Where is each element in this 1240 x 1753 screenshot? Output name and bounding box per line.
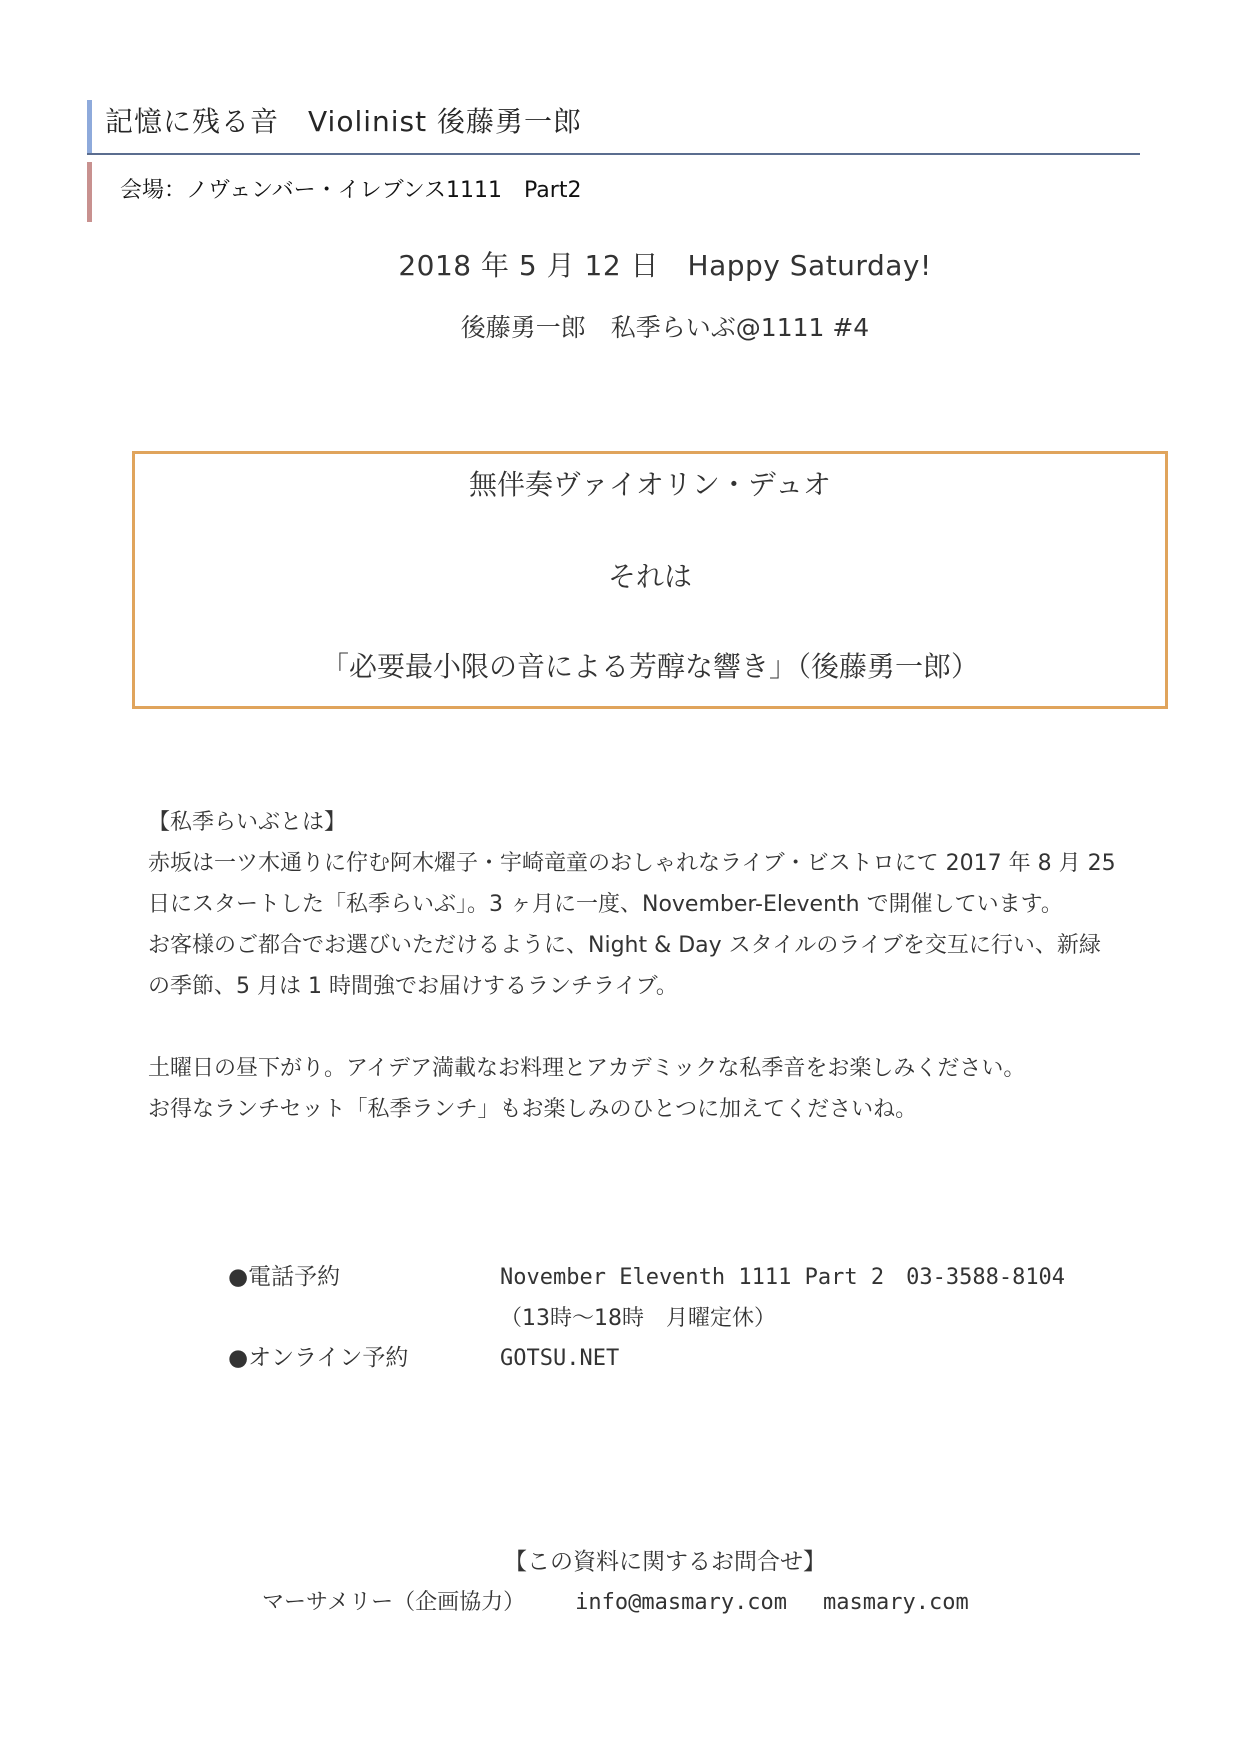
venue-accent-bar	[87, 162, 92, 222]
highlight-line-2: それは	[607, 560, 692, 593]
contact-org: マーサメリー（企画協力）	[262, 1590, 526, 1615]
about-line: 日にスタートした「私季らいぶ」。3 ヶ月に一度、November-Eleventh で開催しています。	[148, 892, 1063, 917]
about-line: 赤坂は一ツ木通りに佇む阿木燿子・宇崎竜童のおしゃれなライブ・ビストロにて 2017 年 8 月 25	[148, 851, 1116, 876]
phone-reservation-label: ●電話予約	[228, 1264, 341, 1290]
closing-section	[148, 1048, 1138, 1130]
venue-text: 会場：ノヴェンバー・イレブンス1111 Part2	[120, 178, 582, 203]
title-underline	[87, 153, 1140, 155]
about-line: お客様のご都合でお選びいただけるように、Night & Day スタイルのライブを交互に行い、新緑	[148, 933, 1101, 958]
contact-site-link[interactable]: masmary.com	[823, 1590, 969, 1615]
closing-line: お得なランチセット「私季ランチ」もお楽しみのひとつに加えてくださいね。	[148, 1097, 918, 1122]
highlight-line-1: 無伴奏ヴァイオリン・デュオ	[468, 468, 832, 501]
event-name: 後藤勇一郎 私季らいぶ@1111 #4	[460, 313, 870, 342]
about-section	[148, 802, 1138, 1007]
contact-heading: 【この資料に関するお問合せ】	[504, 1549, 826, 1575]
phone-reservation-value: November Eleventh 1111 Part 2 03-3588-8104	[500, 1265, 1066, 1290]
contact-line	[262, 1585, 969, 1621]
highlight-line-3: 「必要最小限の音による芳醇な響き」（後藤勇一郎）	[320, 650, 979, 683]
about-line: の季節、5 月は 1 時間強でお届けするランチライブ。	[148, 974, 678, 999]
title-accent-bar	[87, 100, 92, 155]
online-reservation-link[interactable]: GOTSU.NET	[500, 1346, 620, 1371]
closing-line: 土曜日の昼下がり。アイデア満載なお料理とアカデミックな私季音をお楽しみください。	[148, 1056, 1026, 1081]
online-reservation-label: ●オンライン予約	[228, 1345, 409, 1371]
event-date: 2018 年 5 月 12 日 Happy Saturday!	[398, 249, 932, 282]
page-title: 記憶に残る音 Violinist 後藤勇一郎	[105, 105, 583, 138]
contact-email-link[interactable]: info@masmary.com	[575, 1590, 788, 1615]
phone-reservation-hours: （13時～18時 月曜定休）	[500, 1306, 776, 1331]
about-heading: 【私季らいぶとは】	[148, 810, 347, 835]
